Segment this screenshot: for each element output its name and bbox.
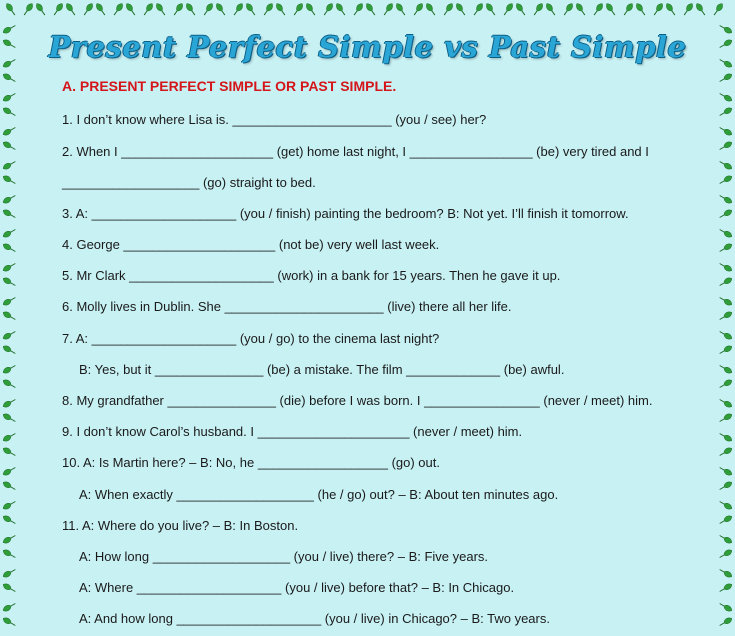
leaf-icon	[718, 242, 733, 254]
leaf-icon	[2, 208, 17, 220]
leaf-icon	[718, 344, 733, 356]
leaf-icon	[155, 2, 167, 16]
leaf-icon	[562, 2, 574, 16]
exercise-item-9: 9. I don’t know Carol’s husband. I _____________________ (never / meet) him.	[62, 424, 523, 439]
leaf-icon	[592, 2, 604, 16]
leaf-icon	[382, 2, 394, 16]
leaf-icon	[2, 125, 17, 137]
leaf-icon	[2, 276, 17, 288]
leaf-icon	[718, 567, 733, 579]
leaf-icon	[718, 261, 733, 273]
leaf-icon	[605, 2, 617, 16]
leaf-icon	[185, 2, 197, 16]
leaf-icon	[2, 193, 17, 205]
leaf-icon	[718, 193, 733, 205]
leaf-icon	[718, 208, 733, 220]
exercise-item-4: 4. George _____________________ (not be) very well last week.	[62, 237, 440, 252]
exercise-item-10: 10. A: Is Martin here? – B: No, he __________________ (go) out.	[62, 455, 440, 470]
section-title: A. PRESENT PERFECT SIMPLE OR PAST SIMPLE.	[62, 78, 397, 94]
leaf-icon	[52, 2, 64, 16]
leaf-icon	[5, 2, 17, 16]
leaf-icon	[2, 533, 17, 545]
leaf-icon	[718, 329, 733, 341]
leaf-icon	[718, 480, 733, 492]
leaf-icon	[395, 2, 407, 16]
leaf-icon	[455, 2, 467, 16]
leaf-icon	[2, 446, 17, 458]
leaf-icon	[718, 412, 733, 424]
leaf-icon	[2, 174, 17, 186]
exercise-item-10-followup: A: When exactly ___________________ (he / go) out? – B: About ten minutes ago.	[79, 487, 559, 502]
leaf-icon	[95, 2, 107, 16]
leaf-icon	[718, 174, 733, 186]
leaf-icon	[718, 582, 733, 594]
leaf-icon	[2, 91, 17, 103]
leaf-icon	[532, 2, 544, 16]
leaf-icon	[718, 378, 733, 390]
leaf-icon	[322, 2, 334, 16]
leaf-icon	[515, 2, 527, 16]
exercise-item-8: 8. My grandfather _______________ (die) before I was born. I ________________ (never / meet) him.	[62, 393, 653, 408]
leaf-icon	[2, 261, 17, 273]
leaf-icon	[125, 2, 137, 16]
exercise-item-11-followup-2: A: Where ____________________ (you / live) before that? – B: In Chicago.	[79, 580, 515, 595]
leaf-icon	[22, 2, 34, 16]
exercise-item-3: 3. A: ____________________ (you / finish) painting the bedroom? B: Not yet. I’ll finish it tomorrow.	[62, 206, 629, 221]
leaf-icon	[2, 106, 17, 118]
leaf-icon	[112, 2, 124, 16]
leaf-icon	[2, 159, 17, 171]
leaf-icon	[442, 2, 454, 16]
leaf-icon	[172, 2, 184, 16]
exercise-item-2: 2. When I _____________________ (get) home last night, I _________________ (be) very tired and I	[62, 144, 649, 159]
leaf-icon	[2, 378, 17, 390]
exercise-item-11-followup-1: A: How long ___________________ (you / live) there? – B: Five years.	[79, 549, 489, 564]
exercise-item-6: 6. Molly lives in Dublin. She ______________________ (live) there all her life.	[62, 299, 512, 314]
leaf-icon	[718, 397, 733, 409]
leaf-icon	[412, 2, 424, 16]
leaf-icon	[305, 2, 317, 16]
leaf-icon	[35, 2, 47, 16]
leaf-icon	[575, 2, 587, 16]
leaf-icon	[202, 2, 214, 16]
leaf-icon	[718, 601, 733, 613]
leaf-icon	[718, 533, 733, 545]
leaf-icon	[2, 242, 17, 254]
leaf-icon	[718, 465, 733, 477]
leaf-icon	[635, 2, 647, 16]
leaf-icon	[2, 548, 17, 560]
leaf-icon	[2, 295, 17, 307]
exercise-item-1: 1. I don’t know where Lisa is. ______________________ (you / see) her?	[62, 112, 487, 127]
leaf-icon	[65, 2, 77, 16]
worksheet-title: Present Perfect Simple vs Past Simple	[48, 30, 687, 64]
leaf-icon	[2, 397, 17, 409]
leaf-icon	[352, 2, 364, 16]
leaf-icon	[232, 2, 244, 16]
leaf-icon	[2, 310, 17, 322]
leaf-icon	[718, 548, 733, 560]
leaf-icon	[718, 91, 733, 103]
leaf-icon	[82, 2, 94, 16]
leaf-icon	[622, 2, 634, 16]
leaf-icon	[718, 310, 733, 322]
leaf-icon	[472, 2, 484, 16]
leaf-icon	[718, 227, 733, 239]
leaf-icon	[718, 295, 733, 307]
leaf-icon	[2, 344, 17, 356]
leaf-icon	[2, 72, 17, 84]
exercise-item-5: 5. Mr Clark ____________________ (work) in a bank for 15 years. Then he gave it up.	[62, 268, 561, 283]
leaf-icon	[292, 2, 304, 16]
leaf-icon	[215, 2, 227, 16]
leaf-icon	[682, 2, 694, 16]
leaf-icon	[2, 329, 17, 341]
leaf-icon	[545, 2, 557, 16]
leaf-icon	[718, 431, 733, 443]
leaf-icon	[718, 616, 733, 628]
leaf-icon	[718, 514, 733, 526]
leaf-icon	[2, 431, 17, 443]
leaf-icon	[695, 2, 707, 16]
leaf-icon	[2, 412, 17, 424]
leaf-icon	[652, 2, 664, 16]
leaf-icon	[142, 2, 154, 16]
leaf-icon	[262, 2, 274, 16]
leaf-icon	[712, 2, 724, 16]
exercise-item-11: 11. A: Where do you live? – B: In Boston.	[62, 518, 299, 533]
leaf-icon	[718, 125, 733, 137]
leaf-icon	[2, 616, 17, 628]
leaf-icon	[718, 159, 733, 171]
leaf-icon	[2, 227, 17, 239]
leaf-icon	[718, 499, 733, 511]
exercise-item-7-reply: B: Yes, but it _______________ (be) a mistake. The film _____________ (be) awful.	[79, 362, 565, 377]
leaf-icon	[365, 2, 377, 16]
leaf-icon	[2, 140, 17, 152]
leaf-icon	[718, 140, 733, 152]
leaf-icon	[718, 106, 733, 118]
exercise-item-11-followup-3: A: And how long ____________________ (you / live) in Chicago? – B: Two years.	[79, 611, 550, 626]
leaf-icon	[718, 276, 733, 288]
leaf-icon	[275, 2, 287, 16]
leaf-icon	[335, 2, 347, 16]
leaf-icon	[2, 480, 17, 492]
leaf-icon	[718, 446, 733, 458]
leaf-icon	[245, 2, 257, 16]
leaf-icon	[2, 567, 17, 579]
leaf-icon	[665, 2, 677, 16]
leaf-icon	[2, 601, 17, 613]
leaf-icon	[502, 2, 514, 16]
exercise-item-2-continued: ___________________ (go) straight to bed.	[62, 175, 316, 190]
leaf-icon	[2, 499, 17, 511]
leaf-icon	[2, 465, 17, 477]
leaf-icon	[2, 363, 17, 375]
leaf-icon	[718, 363, 733, 375]
leaf-icon	[485, 2, 497, 16]
leaf-icon	[2, 514, 17, 526]
leaf-icon	[718, 72, 733, 84]
leaf-icon	[425, 2, 437, 16]
leaf-icon	[2, 582, 17, 594]
exercise-item-7: 7. A: ____________________ (you / go) to the cinema last night?	[62, 331, 440, 346]
